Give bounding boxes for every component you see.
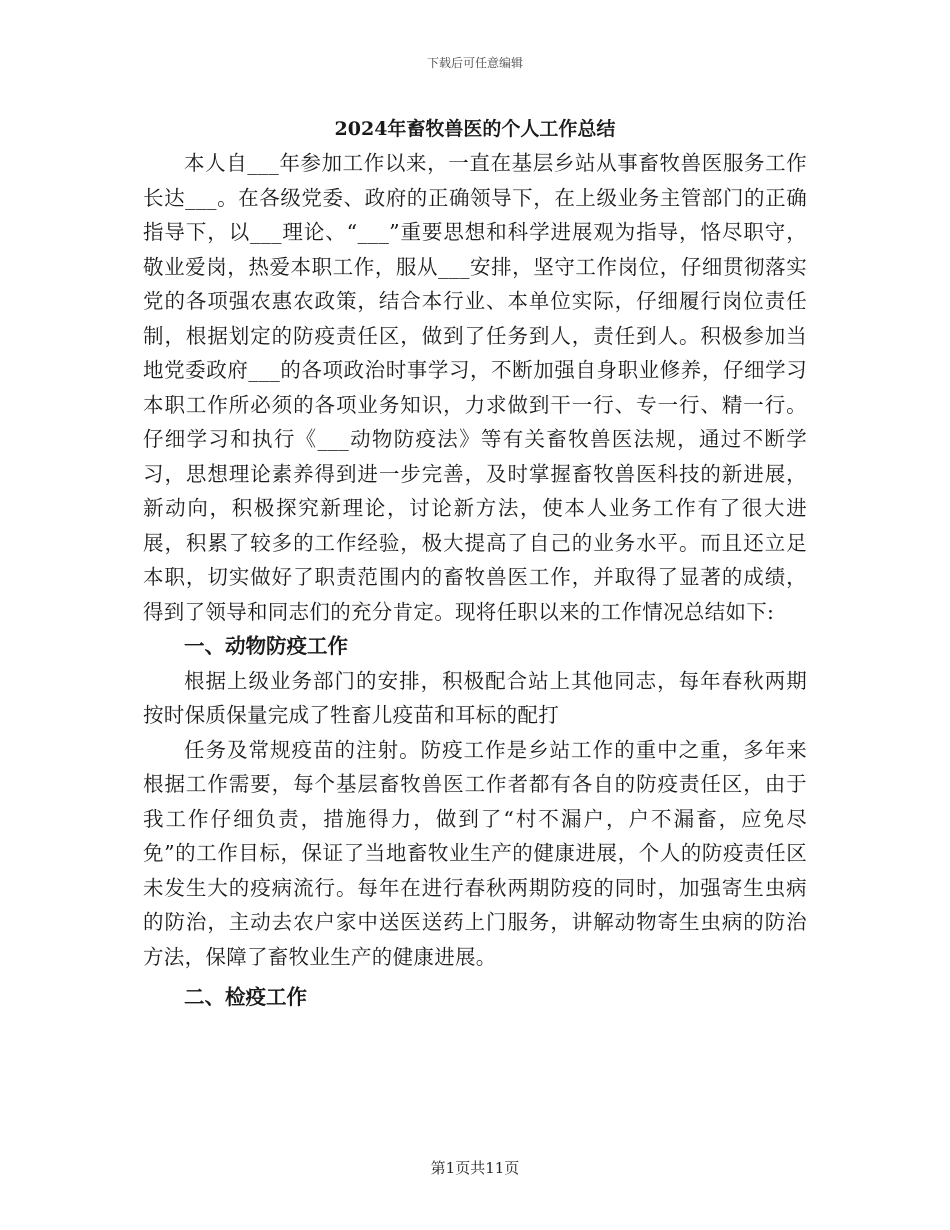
document-title: 2024年畜牧兽医的个人工作总结 (334, 118, 616, 140)
section-heading-quarantine: 二、检疫工作 (184, 985, 307, 1009)
section-heading-animal-epidemic-prevention: 一、动物防疫工作 (184, 634, 348, 658)
document-body (143, 112, 807, 1015)
intro-paragraph: 本人自___年参加工作以来，一直在基层乡站从事畜牧兽医服务工作长达___。在各级党委、政府的正确领导下，在上级业务主管部门的正确指导下，以___理论、“___”重要思想和科学进展观为指导，恪尽职守，敬业爱岗，热爱本职工作，服从___安排，坚守工作岗位，仔细贯彻落实党的各项强农惠农政策，结合本行业、本单位实际，仔细履行岗位责任制，根据划定的防疫责任区，做到了任务到人，责任到人。积极参加当地党委政府___的各项政治时事学习，不断加强自身职业修养，仔细学习本职工作所必须的各项业务知识，力求做到干一行、专一行、精一行。仔细学习和执行《___动物防疫法》等有关畜牧兽医法规，通过不断学习，思想理论素养得到进一步完善，及时掌握畜牧兽医科技的新进展，新动向，积极探究新理论，讨论新方法，使本人业务工作有了很大进展，积累了较多的工作经验，极大提高了自己的业务水平。而且还立足本职，切实做好了职责范围内的畜牧兽医工作，并取得了显著的成绩，得到了领导和同志们的充分肯定。现将任职以来的工作情况总结如下: (143, 151, 807, 624)
section1-paragraph-2: 任务及常规疫苗的注射。防疫工作是乡站工作的重中之重，多年来根据工作需要，每个基层畜牧兽医工作者都有各自的防疫责任区，由于我工作仔细负责，措施得力，做到了“村不漏户，户不漏畜，应免尽免”的工作目标，保证了当地畜牧业生产的健康进展，个人的防疫责任区未发生大的疫病流行。每年在进行春秋两期防疫的同时，加强寄生虫病的防治，主动去农户家中送医送药上门服务，讲解动物寄生虫病的防治方法，保障了畜牧业生产的健康进展。 (143, 737, 807, 969)
page-header-note: 下载后可任意编辑 (426, 56, 523, 70)
section1-paragraph-1: 根据上级业务部门的安排，积极配合站上其他同志，每年春秋两期按时保质保量完成了牲畜儿疫苗和耳标的配打 (143, 668, 807, 727)
page-footer-page-number: 第1页共11页 (430, 1159, 520, 1177)
